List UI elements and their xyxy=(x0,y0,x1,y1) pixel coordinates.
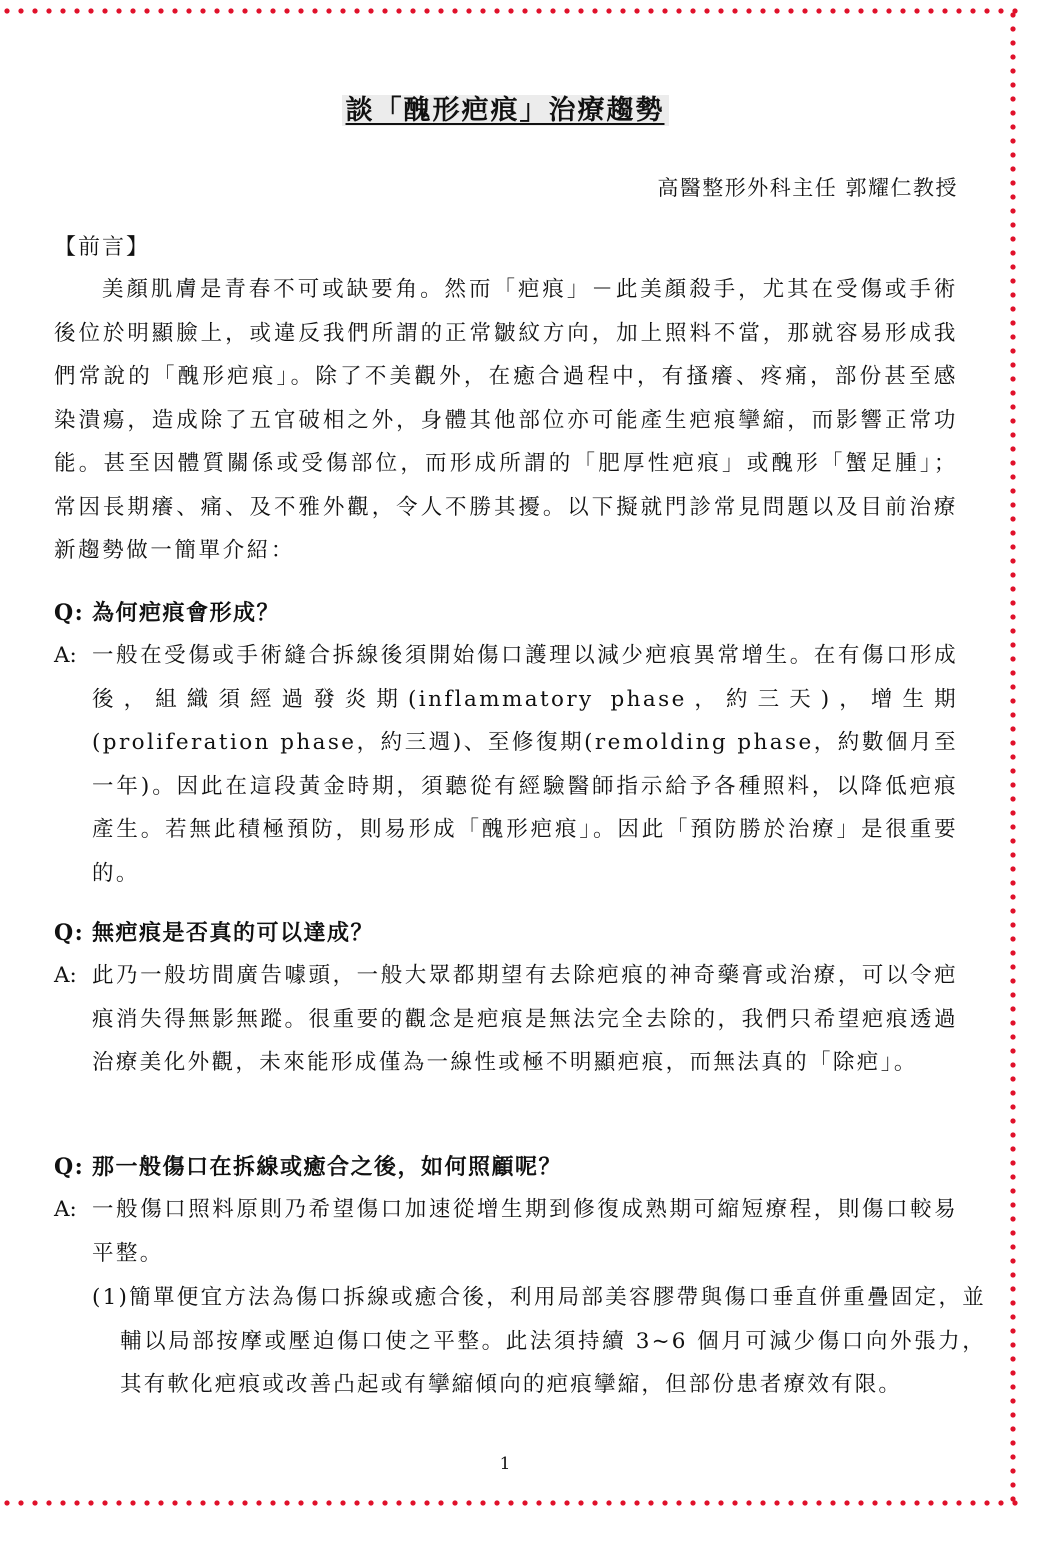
answer-2 xyxy=(54,954,958,1085)
answer-label: A: xyxy=(54,963,77,988)
question-text: 那一般傷口在拆線或癒合之後，如何照顧呢？ xyxy=(92,1154,563,1180)
answer-3-subitem-1: (1)簡單便宜方法為傷口拆線或癒合後，利用局部美容膠帶與傷口垂直併重疊固定，並輔以局部按摩或壓迫傷口使之平整。此法須持續 3~6 個月可減少傷口向外張力，其有軟化疤痕或改善凸起或有攣縮傾向的疤痕攣縮，但部份患者療效有限。 xyxy=(92,1285,986,1397)
question-text: 無疤痕是否真的可以達成？ xyxy=(92,920,375,946)
answer-text: 一般在受傷或手術縫合拆線後須開始傷口護理以減少疤痕異常增生。在有傷口形成後，組織須經過發炎期(inflammatory phase，約三天)，增生期(proliferation phase，約三週)、至修復期(remolding phase，約數個月至一年)。因此在這段黃金時期，須聽從有經驗醫師指示給予各種照料，以降低疤痕產生。若無此積極預防，則易形成「醜形疤痕」。因此「預防勝於治療」是很重要的。 xyxy=(92,643,958,886)
title-text: 談「醜形疤痕」治療趨勢 xyxy=(342,95,669,126)
answer-label: A: xyxy=(54,1197,77,1222)
answer-3 xyxy=(54,1188,958,1275)
question-label: Q: xyxy=(54,600,85,626)
document-title xyxy=(0,88,1010,127)
question-label: Q: xyxy=(54,920,85,946)
question-label: Q: xyxy=(54,1154,85,1180)
intro-paragraph: 美顏肌膚是青春不可或缺要角。然而「疤痕」－此美顏殺手，尤其在受傷或手術後位於明顯臉上，或違反我們所謂的正常皺紋方向，加上照料不當，那就容易形成我們常說的「醜形疤痕」。除了不美觀外，在癒合過程中，有搔癢、疼痛，部份甚至感染潰瘍，造成除了五官破相之外，身體其他部位亦可能產生疤痕攣縮，而影響正常功能。甚至因體質關係或受傷部位，而形成所謂的「肥厚性疤痕」或醜形「蟹足腫」；常因長期癢、痛、及不雅外觀，令人不勝其擾。以下擬就門診常見問題以及目前治療新趨勢做一簡單介紹： xyxy=(54,277,958,563)
section-heading-preface: 【前言】 xyxy=(54,235,151,260)
dotted-border-bottom xyxy=(0,1500,1018,1506)
dotted-border-top xyxy=(0,8,1018,14)
answer-text: 此乃一般坊間廣告噱頭，一般大眾都期望有去除疤痕的神奇藥膏或治療，可以令疤痕消失得無影無蹤。很重要的觀念是疤痕是無法完全去除的，我們只希望疤痕透過治療美化外觀，未來能形成僅為一線性或極不明顯疤痕，而無法真的「除疤」。 xyxy=(92,963,958,1075)
question-text: 為何疤痕會形成？ xyxy=(92,600,281,626)
question-3 xyxy=(54,1150,562,1181)
answer-text: 一般傷口照料原則乃希望傷口加速從增生期到修復成熟期可縮短療程，則傷口較易平整。 xyxy=(92,1197,958,1266)
author-line: 高醫整形外科主任 郭耀仁教授 xyxy=(657,176,958,200)
dotted-border-right xyxy=(1010,8,1016,1508)
page-number: 1 xyxy=(499,1454,511,1474)
answer-1 xyxy=(54,634,958,895)
question-1 xyxy=(54,596,280,627)
question-2 xyxy=(54,916,374,947)
answer-label: A: xyxy=(54,643,77,668)
